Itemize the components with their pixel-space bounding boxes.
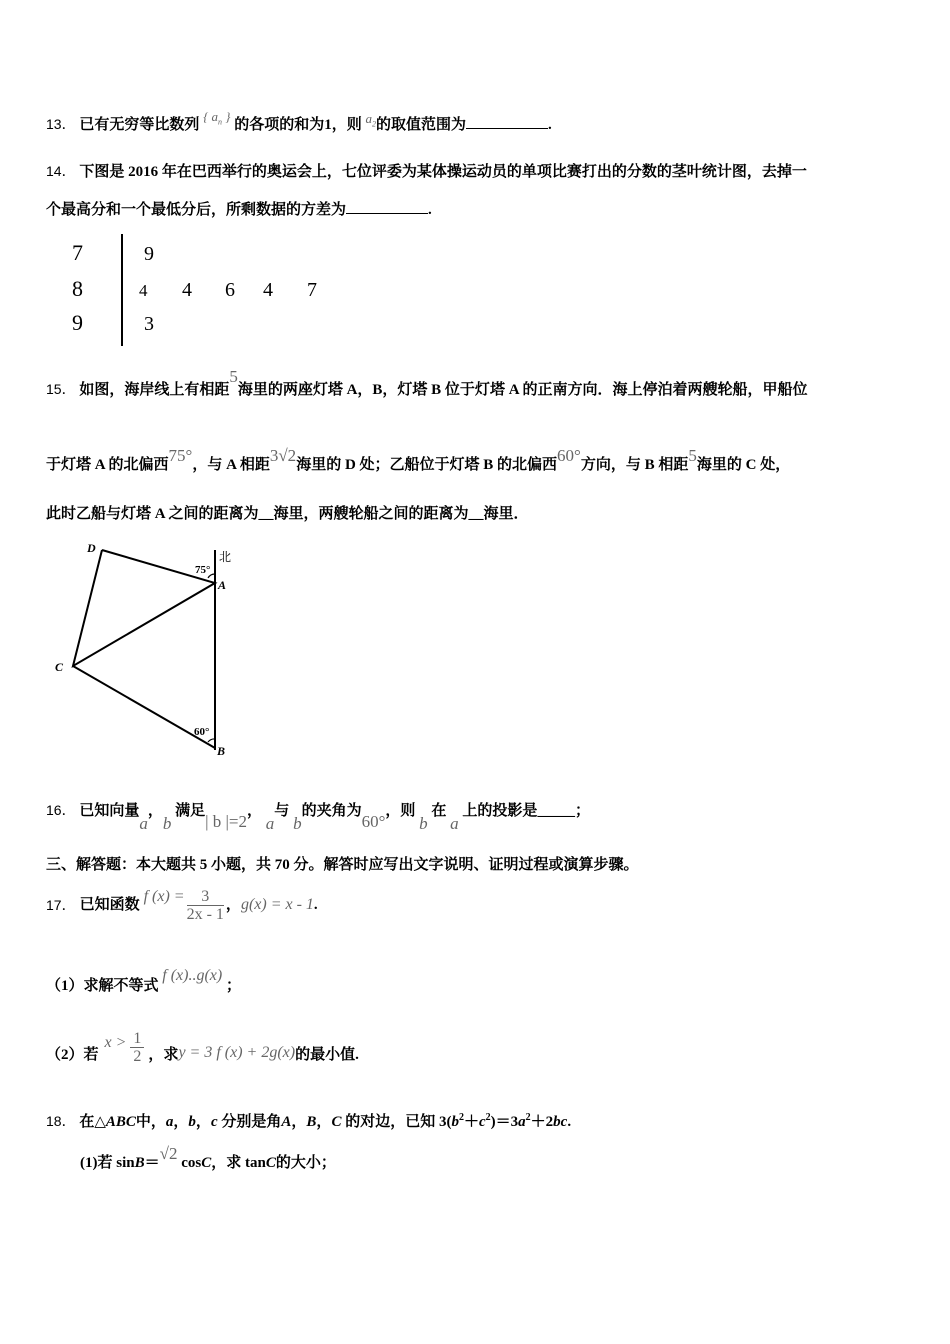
q13-text-1: 已有无穷等比数列 xyxy=(79,117,200,133)
q13-seq-a: { a xyxy=(203,109,219,124)
q17-frac-den: 2x - 1 xyxy=(186,905,224,923)
q14-answer-blank[interactable] xyxy=(346,199,428,214)
q17-part-2-num: 1 xyxy=(130,1030,144,1048)
leaf-7-0: 9 xyxy=(144,243,154,265)
q15-line-2 xyxy=(46,446,791,475)
q18-line: 18． 在△ABC中，a，b，c 分别是角A，B，C 的对边，已知 $3(b^2+c^2)=3a^2+2bc$. xyxy=(46,1112,572,1130)
q13-text-4: 的取值范围为 xyxy=(376,117,467,133)
angle-arc-b xyxy=(208,739,215,742)
q18-part-1-c: ＝ xyxy=(144,1155,160,1171)
q16-comma-2: ， xyxy=(247,803,263,819)
leaf-8-0: 4 xyxy=(139,281,148,300)
q18-part-1-sqrt2: √2 xyxy=(159,1144,178,1163)
q18-text-5: )＝3 xyxy=(490,1114,519,1130)
q15-text-2g: 方向，与 B 相距 xyxy=(580,457,689,473)
q16-text-2: 满足 xyxy=(175,803,206,819)
q17-part-2-mid: ，求 xyxy=(148,1047,179,1063)
q16-angle: 60° xyxy=(361,812,386,831)
angle-label-60: 60° xyxy=(194,726,210,738)
q13-line xyxy=(46,109,552,141)
leaf-8-2: 6 xyxy=(225,279,235,301)
q18-part-1-g: ，求 tan xyxy=(211,1155,266,1171)
q14-line-2 xyxy=(46,199,432,220)
q18-part-1-a: (1)若 sin xyxy=(80,1155,135,1171)
stem-8: 8 xyxy=(72,276,83,301)
stem-9: 9 xyxy=(72,310,83,335)
q17-part-1-expr: f (x)..g(x) xyxy=(162,967,223,984)
q17-number: 17． xyxy=(46,897,76,913)
q15-angle-75: 75° xyxy=(168,446,193,465)
q18-part-1 xyxy=(80,1144,336,1173)
q17-fx-label: f (x) = xyxy=(143,888,185,905)
q16-vec-b-2: b xyxy=(293,814,302,833)
leaf-column xyxy=(139,243,317,335)
angle-label-75: 75° xyxy=(195,564,211,576)
q13-a2-letter: a xyxy=(365,111,373,126)
q17-part-1 xyxy=(46,966,241,1000)
q17-part-2 xyxy=(46,1024,359,1070)
q13-answer-blank[interactable] xyxy=(466,114,548,129)
q18-part-1-f: C xyxy=(201,1155,212,1171)
q16-text-4: 的夹角为 xyxy=(301,803,362,819)
q17-part-2-expr: y = 3 f (x) + 2g(x) xyxy=(178,1044,296,1061)
q17-line xyxy=(46,880,318,930)
q14-text-2: 个最高分和一个最低分后，所剩数据的方差为 xyxy=(46,202,347,218)
lighthouse-figure xyxy=(50,538,250,768)
q13-seq-sub: n xyxy=(218,117,223,127)
q17-part-2-cond: x > xyxy=(104,1034,127,1051)
q18-part-1-b: B xyxy=(134,1155,145,1171)
q18-part-1-e: cos xyxy=(181,1155,202,1171)
q15-number: 15． xyxy=(46,381,76,397)
q17-frac-num: 3 xyxy=(187,888,224,906)
q15-line-3 xyxy=(46,504,529,524)
q17-text-1: 已知函数 xyxy=(79,897,140,913)
q14-number: 14． xyxy=(46,163,76,179)
q17-gx: g(x) = x - 1 xyxy=(240,896,314,913)
q13-end: . xyxy=(548,117,552,133)
stem-column xyxy=(72,240,83,335)
q17-part-2-den: 2 xyxy=(133,1047,142,1065)
q18-text-4: 的对边，已知 3( xyxy=(345,1114,452,1130)
q18-part-1-i: 的大小； xyxy=(275,1155,336,1171)
label-c: C xyxy=(55,660,64,674)
q13-number: 13． xyxy=(46,116,76,132)
label-b: B xyxy=(217,744,226,758)
q16-vec-a-3: a xyxy=(450,814,459,833)
q16-comma-1: ， xyxy=(147,803,163,819)
q18-number: 18． xyxy=(46,1113,76,1129)
q15-text-2e: 海里的 D 处；乙船位于灯塔 B 的北偏西 xyxy=(296,457,558,473)
q16-text-7: 上的投影是 xyxy=(462,803,538,819)
q17-comma: ， xyxy=(225,897,241,913)
q16-number: 16． xyxy=(46,802,76,818)
q15-text-2a: 于灯塔 A 的北偏西 xyxy=(46,457,169,473)
q13-a2 xyxy=(365,111,377,129)
q15-line-1 xyxy=(46,367,808,400)
q16-vec-a-2: a xyxy=(265,814,275,833)
q18-text-2: 中， xyxy=(135,1114,166,1130)
q16-vec-a: a xyxy=(139,814,148,833)
stem-leaf-plot xyxy=(60,228,340,353)
q18-abc: ABC xyxy=(105,1114,136,1130)
leaf-8-1: 4 xyxy=(182,279,192,301)
section-3-text: 三、解答题：本大题共 5 小题，共 70 分。解答时应写出文字说明、证明过程或演算步骤。 xyxy=(46,857,639,873)
q16-text-3: 与 xyxy=(274,803,290,819)
q15-distance-ad: 3√2 xyxy=(269,446,297,465)
leaf-8-4: 7 xyxy=(307,279,317,301)
q17-part-2-label: （2）若 xyxy=(46,1047,99,1063)
leaf-8-3: 4 xyxy=(263,279,273,301)
q16-text-5: ，则 xyxy=(385,803,416,819)
stem-7: 7 xyxy=(72,240,83,265)
q15-text-2c: ，与 A 相距 xyxy=(192,457,270,473)
label-d: D xyxy=(87,541,96,555)
q18-end: . xyxy=(567,1114,572,1130)
q18-text-3: 分别是角 xyxy=(221,1114,282,1130)
q13-seq-close: } xyxy=(222,109,231,124)
q16-condition: | b |=2 xyxy=(205,812,248,831)
q17-part-1-label: （1）求解不等式 xyxy=(46,978,159,994)
q17-fraction xyxy=(187,888,224,923)
q16-text-6: 在 xyxy=(431,803,447,819)
q15-text-3: 此时乙船与灯塔 A 之间的距离为__海里，两艘轮船之间的距离为__海里． xyxy=(46,506,529,522)
q16-line xyxy=(46,800,590,834)
q16-answer-blank[interactable]: _____ xyxy=(537,803,575,819)
q13-text-2: 的各项的和为 xyxy=(234,117,325,133)
q13-text-3: 1，则 xyxy=(324,117,362,133)
q13-seq xyxy=(203,109,231,127)
q17-end: . xyxy=(313,897,318,913)
q15-text-1c: 海里的两座灯塔 A，B，灯塔 B 位于灯塔 A 的正南方向．海上停泊着两艘轮船，甲船位 xyxy=(237,382,808,398)
triangle-dac xyxy=(73,550,215,666)
q14-line-1 xyxy=(46,161,807,182)
q15-angle-60: 60° xyxy=(557,446,581,465)
q15-text-1a: 如图，海岸线上有相距 xyxy=(79,382,230,398)
q14-end: . xyxy=(428,202,432,218)
q14-text-1: 下图是 2016 年在巴西举行的奥运会上，七位评委为某体操运动员的单项比赛打出的分数的茎叶统计图，去掉一 xyxy=(79,164,807,180)
q16-text-1: 已知向量 xyxy=(79,803,140,819)
q15-text-2i: 海里的 C 处， xyxy=(696,457,791,473)
q17-part-2-fraction xyxy=(130,1030,144,1065)
q16-end: ； xyxy=(574,803,590,819)
section-3-heading xyxy=(46,855,639,875)
q17-part-2-end: 的最小值. xyxy=(295,1047,359,1063)
leaf-9-0: 3 xyxy=(144,313,154,335)
q18-text-6: ＋2 xyxy=(530,1114,554,1130)
q17-part-1-end: ； xyxy=(225,978,241,994)
q15-distance-ab: 5 xyxy=(229,367,238,386)
q18-part-1-h: C xyxy=(265,1155,276,1171)
q13-a2-sub: 2 xyxy=(372,119,377,129)
label-north: 北 xyxy=(219,550,232,564)
label-a: A xyxy=(218,578,227,592)
q16-vec-b-3: b xyxy=(419,814,428,833)
q16-vec-b: b xyxy=(162,814,172,833)
q15-distance-bc: 5 xyxy=(688,446,697,465)
q18-text-1: 在△ xyxy=(79,1114,106,1130)
